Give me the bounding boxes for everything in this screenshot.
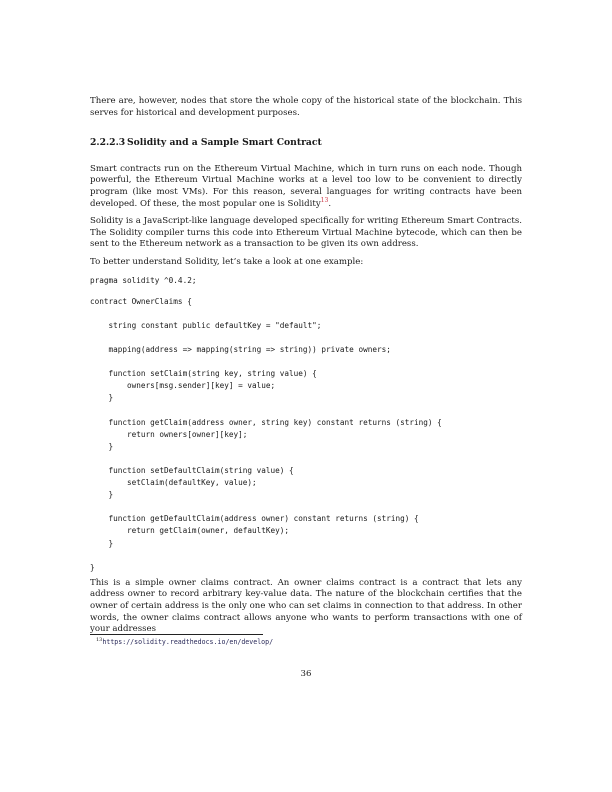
paragraph-evm bbox=[90, 164, 522, 210]
code-line: } bbox=[90, 562, 95, 572]
code-line bbox=[90, 404, 522, 416]
footnote bbox=[96, 637, 273, 646]
code-line bbox=[90, 308, 522, 320]
page-number: 36 bbox=[300, 669, 312, 679]
section-heading bbox=[90, 137, 522, 149]
code-line: } bbox=[90, 490, 114, 500]
code-line: function setDefaultClaim(string value) { bbox=[90, 465, 294, 475]
code-line: function getClaim(address owner, string key) constant returns (string) { bbox=[90, 417, 442, 427]
code-line: owners[msg.sender][key] = value; bbox=[90, 381, 276, 391]
code-line: string constant public defaultKey = "default"; bbox=[90, 320, 322, 330]
paragraph-example-intro: To better understand Solidity, let’s take a look at one example: bbox=[90, 256, 364, 267]
code-line: } bbox=[90, 393, 114, 403]
paragraph-owner-claims: This is a simple owner claims contract. An owner claims contract is a contract that lets any address owner to record arbitrary key-value data. The nature of the blockchain certifies that the owner of certain address is the only one who can set claims in connection to that address. In other words, the owner claims contract allows anyone who wants to perform transactions with one of your addresses bbox=[90, 577, 522, 635]
code-line bbox=[90, 550, 522, 562]
footnote-number: 13 bbox=[96, 637, 103, 643]
section-number: 2.2.2.3 bbox=[90, 137, 126, 149]
code-line: } bbox=[90, 441, 114, 451]
intro-paragraph: There are, however, nodes that store the whole copy of the historical state of the blockchain. This serves for historical and development purposes. bbox=[90, 96, 522, 118]
code-line: return getClaim(owner, defaultKey); bbox=[90, 526, 290, 536]
footnote-ref-link[interactable]: 13 bbox=[320, 196, 329, 204]
code-line: function getDefaultClaim(address owner) constant returns (string) { bbox=[90, 514, 419, 524]
code-line: } bbox=[90, 538, 114, 548]
code-line: return owners[owner][key]; bbox=[90, 429, 248, 439]
code-block bbox=[90, 296, 522, 574]
footnote-divider bbox=[90, 634, 263, 635]
paragraph-solidity: Solidity is a JavaScript-like language developed specifically for writing Ethereum Smart Contracts. The Solidity compiler turns this code into Ethereum Virtual Machine bytecode, which can then be sent to the Ethereum network as a transaction to be given its own address. bbox=[90, 216, 522, 250]
code-line bbox=[90, 356, 522, 368]
code-pragma: pragma solidity ^0.4.2; bbox=[90, 275, 197, 285]
code-line: contract OwnerClaims { bbox=[90, 296, 192, 306]
code-line: mapping(address => mapping(string => string)) private owners; bbox=[90, 345, 391, 354]
code-line bbox=[90, 453, 522, 465]
paragraph-evm-text: Smart contracts run on the Ethereum Virtual Machine, which in turn runs on each node. Though powerful, the Ethereum Virtual Machine works at a level too low to be convenient to directly program (like most VMs). For this reason, several languages for writing contracts have been developed. Of these, the most popular one is Solidity bbox=[90, 163, 522, 209]
section-title: Solidity and a Sample Smart Contract bbox=[127, 137, 322, 149]
page-body bbox=[90, 96, 522, 642]
code-line bbox=[90, 332, 522, 344]
code-line bbox=[90, 501, 522, 513]
code-line: function setClaim(string key, string value) { bbox=[90, 369, 317, 379]
footnote-url-link[interactable]: https://solidity.readthedocs.io/en/develop/ bbox=[102, 638, 274, 646]
code-line: setClaim(defaultKey, value); bbox=[90, 478, 257, 488]
paragraph-evm-end: . bbox=[328, 198, 332, 209]
